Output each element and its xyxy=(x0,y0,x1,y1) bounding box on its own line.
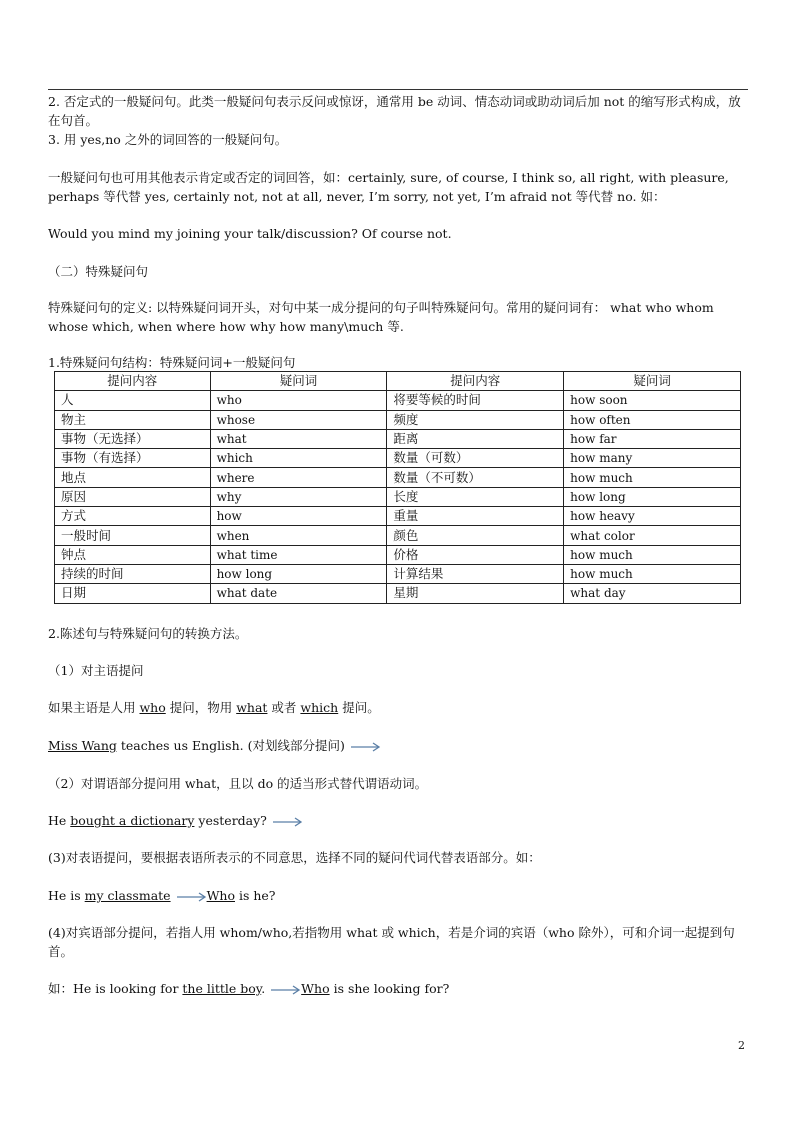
table-header: 提问内容 xyxy=(387,372,564,391)
underlined-word: which xyxy=(300,700,339,715)
table-cell-content: 方式 xyxy=(55,507,211,526)
text: 提问，物用 xyxy=(165,700,237,715)
header-rule xyxy=(48,89,748,90)
table-cell-content: 人 xyxy=(55,391,211,410)
subject-rule xyxy=(48,698,748,717)
table-cell-question-word: which xyxy=(210,449,387,468)
table-cell-question-word: how long xyxy=(210,564,387,583)
text: 如：He is looking for xyxy=(48,981,183,996)
table-cell-question-word: how much xyxy=(564,564,741,583)
table-cell-content: 将要等候的时间 xyxy=(387,391,564,410)
table-cell-content: 计算结果 xyxy=(387,564,564,583)
text: 如果主语是人用 xyxy=(48,700,140,715)
table-cell-content: 日期 xyxy=(55,584,211,603)
table-row xyxy=(55,449,741,468)
table-row xyxy=(55,410,741,429)
structure-heading: 1.特殊疑问句结构：特殊疑问词+一般疑问句 xyxy=(48,355,296,370)
table-cell-question-word: how soon xyxy=(564,391,741,410)
arrow-right-icon xyxy=(177,892,207,902)
table-row xyxy=(55,526,741,545)
section-heading: （二）特殊疑问句 xyxy=(48,264,149,279)
table-cell-question-word: how far xyxy=(564,429,741,448)
table-cell-content: 持续的时间 xyxy=(55,564,211,583)
table-row xyxy=(55,564,741,583)
object-rule: (4)对宾语部分提问，若指人用 whom/who,若指物用 what 或 which，若是介词的宾语（who 除外），可和介词一起提到句首。 xyxy=(48,925,735,959)
table-cell-content: 频度 xyxy=(387,410,564,429)
table-cell-content: 一般时间 xyxy=(55,526,211,545)
underlined-answer: Who xyxy=(206,888,235,903)
table-cell-question-word: who xyxy=(210,391,387,410)
table-row xyxy=(55,584,741,603)
table-cell-question-word: what xyxy=(210,429,387,448)
underlined-word: what xyxy=(236,700,268,715)
underlined-predicate: bought a dictionary xyxy=(70,813,195,828)
predicate-rule: （2）对谓语部分提问用 what，且以 do 的适当形式替代谓语动词。 xyxy=(48,776,428,791)
underlined-answer: Who xyxy=(301,981,330,996)
example-predicate xyxy=(48,811,748,830)
table-cell-question-word: how many xyxy=(564,449,741,468)
table-header: 疑问词 xyxy=(210,372,387,391)
arrow-right-icon xyxy=(351,742,381,752)
table-row xyxy=(55,545,741,564)
conversion-heading: 2.陈述句与特殊疑问句的转换方法。 xyxy=(48,626,248,641)
table-row xyxy=(55,487,741,506)
table-row xyxy=(55,429,741,448)
text: . xyxy=(261,981,266,996)
paragraph-negative-question: 2. 否定式的一般疑问句。此类一般疑问句表示反问或惊讶，通常用 be 动词、情态动词或助动词后加 not 的缩写形式构成，放在句首。 xyxy=(48,94,741,128)
table-cell-content: 价格 xyxy=(387,545,564,564)
table-cell-question-word: why xyxy=(210,487,387,506)
table-row xyxy=(55,391,741,410)
table-cell-content: 颜色 xyxy=(387,526,564,545)
underlined-object: the little boy xyxy=(182,981,262,996)
predicative-rule: (3)对表语提问，要根据表语所表示的不同意思，选择不同的疑问代词代替表语部分。如： xyxy=(48,850,541,865)
underlined-predicative: my classmate xyxy=(84,888,171,903)
table-header-row xyxy=(55,372,741,391)
arrow-right-icon xyxy=(273,817,303,827)
table-row xyxy=(55,507,741,526)
table-cell-content: 地点 xyxy=(55,468,211,487)
table-cell-content: 重量 xyxy=(387,507,564,526)
table-cell-content: 钟点 xyxy=(55,545,211,564)
example-object xyxy=(48,979,748,998)
table-cell-question-word: how long xyxy=(564,487,741,506)
table-cell-question-word: what color xyxy=(564,526,741,545)
table-cell-question-word: whose xyxy=(210,410,387,429)
table-cell-question-word: how much xyxy=(564,468,741,487)
example-predicative xyxy=(48,886,748,905)
underlined-word: who xyxy=(139,700,166,715)
table-cell-question-word: how much xyxy=(564,545,741,564)
table-cell-question-word: when xyxy=(210,526,387,545)
text: He is xyxy=(48,888,85,903)
table-cell-content: 事物（有选择） xyxy=(55,449,211,468)
table-header: 提问内容 xyxy=(55,372,211,391)
subject-question-heading: （1）对主语提问 xyxy=(48,663,144,678)
table-row xyxy=(55,468,741,487)
table-cell-content: 原因 xyxy=(55,487,211,506)
table-cell-content: 数量（可数） xyxy=(387,449,564,468)
table-cell-content: 星期 xyxy=(387,584,564,603)
paragraph-definition: 特殊疑问句的定义: 以特殊疑问词开头，对句中某一成分提问的句子叫特殊疑问句。常用的疑问词有： what who whom whose which, when where how why how many\much 等. xyxy=(48,300,714,334)
arrow-right-icon xyxy=(271,985,301,995)
text: He xyxy=(48,813,71,828)
table-cell-content: 数量（不可数） xyxy=(387,468,564,487)
table-cell-content: 长度 xyxy=(387,487,564,506)
table-cell-question-word: what time xyxy=(210,545,387,564)
question-word-table xyxy=(54,371,741,604)
paragraph-answer-words: 一般疑问句也可用其他表示肯定或否定的词回答，如：certainly, sure, of course, I think so, all right, with pleasure, perhaps 等代替 yes, certainly not, not at all, never, I’m sorry, not yet, I’m afraid not 等代替 no. 如： xyxy=(48,170,729,204)
text: yesterday? xyxy=(194,813,267,828)
table-cell-question-word: what date xyxy=(210,584,387,603)
table-cell-question-word: how heavy xyxy=(564,507,741,526)
table-cell-question-word: where xyxy=(210,468,387,487)
table-cell-content: 物主 xyxy=(55,410,211,429)
table-cell-question-word: how xyxy=(210,507,387,526)
text: teaches us English. (对划线部分提问) xyxy=(116,738,345,753)
table-cell-question-word: how often xyxy=(564,410,741,429)
table-cell-content: 距离 xyxy=(387,429,564,448)
paragraph-other-answers: 3. 用 yes,no 之外的词回答的一般疑问句。 xyxy=(48,132,288,147)
example-subject xyxy=(48,736,748,755)
text: 或者 xyxy=(267,700,301,715)
example-sentence: Would you mind my joining your talk/discussion? Of course not. xyxy=(48,226,452,241)
text: is she looking for? xyxy=(329,981,450,996)
text: is he? xyxy=(235,888,276,903)
table-cell-content: 事物（无选择） xyxy=(55,429,211,448)
underlined-subject: Miss Wang xyxy=(48,738,117,753)
table-header: 疑问词 xyxy=(564,372,741,391)
table-cell-question-word: what day xyxy=(564,584,741,603)
page-number: 2 xyxy=(738,1039,745,1052)
text: 提问。 xyxy=(338,700,380,715)
